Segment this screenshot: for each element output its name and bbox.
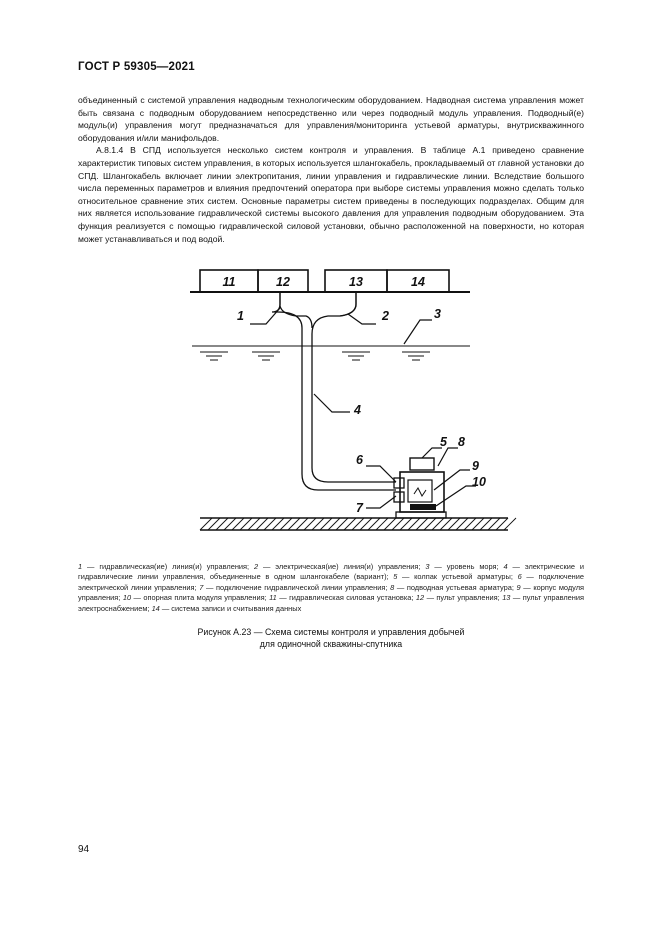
legend-number: 12 — [415, 593, 425, 603]
leader-6 — [366, 466, 396, 482]
label-6: 6 — [356, 453, 363, 467]
label-4: 4 — [354, 403, 361, 417]
legend-number: 14 — [151, 603, 160, 613]
leader-2 — [348, 314, 376, 324]
label-12: 12 — [276, 275, 290, 289]
line-13-drop — [340, 292, 356, 316]
leader-3 — [404, 320, 432, 344]
label-1: 1 — [237, 309, 244, 323]
module-symbol — [414, 488, 426, 496]
legend-text: — уровень моря; — [429, 562, 504, 571]
body-text — [78, 94, 584, 245]
caption-line-2: для одиночной скважины-спутника — [259, 639, 403, 649]
legend-text: — электрические и гидравлические линии управления, объединенные в одном шлангокабеле (вариант); — [78, 562, 584, 582]
electrical-connector — [394, 478, 404, 488]
legend-number: 6 — [517, 572, 522, 582]
legend-number: 10 — [122, 593, 132, 603]
legend-text: — подводная устьевая арматура; — [394, 582, 517, 592]
paragraph-2: А.8.1.4 В СПД используется несколько систем контроля и управления. В таблице А.1 приведено сравнение характеристик типовых систем управления, в которых используется шлангокабель, прокладываемый от главной установки до СПД. Шлангокабель включает линии электропитания, линии управления и гидравлические линии. Вследствие большого числа переменных параметров и влияния предпочтений оператора при выборе системы управления можно сделать только относительное сравнение этих систем. Основные параметры систем приведены в последующих подразделах. Общим для них является использование гидравлической системы высокого давления для управления подводным оборудованием. Эта функция реализуется с помощью гидравлической силовой установки, обычно расположенной на поверхности, но которая может устанавливаться и под водой. — [78, 145, 584, 244]
legend-text: — электрическая(ие) линия(и) управления; — [258, 562, 426, 571]
leader-4 — [314, 394, 350, 412]
label-11: 11 — [222, 275, 236, 289]
leader-7 — [366, 496, 396, 508]
legend-text: — гидравлическая(ие) линия(и) управления; — [82, 562, 254, 571]
figure-diagram — [170, 262, 510, 538]
caption-line-1: Рисунок А.23 — Схема системы контроля и управления добычей — [197, 627, 465, 637]
leader-10 — [436, 486, 476, 506]
legend-number: 13 — [502, 593, 511, 603]
legend-text: — пульт управления; — [424, 593, 503, 603]
wellhead-cap — [410, 458, 434, 470]
legend-number: 8 — [390, 582, 395, 592]
legend-number: 1 — [78, 562, 83, 571]
legend-text: — колпак устьевой арматуры; — [397, 572, 518, 582]
legend-text: — пульт управления электроснабжением; — [78, 593, 584, 613]
legend-number: 2 — [253, 562, 259, 571]
paragraph-1: объединенный с системой управления надводным технологическим оборудованием. Надводная система управления может быть связана с подводным оборудованием непосредственно или через подводный модуль управления. Подводный(е) модуль(и) управления могут предназначаться для управления/мониторинга устьевой арматуры, внутрискважинного оборудования и/или манифольдов. — [78, 95, 584, 143]
seabed-hatch — [200, 518, 516, 530]
label-3: 3 — [434, 307, 441, 321]
figure-legend — [78, 562, 584, 614]
legend-text: — корпус модуля управления; — [78, 582, 585, 603]
label-2: 2 — [382, 309, 389, 323]
leader-1 — [250, 308, 280, 324]
legend-number: 11 — [269, 593, 277, 603]
leader-5 — [422, 448, 442, 458]
legend-text: — система записи и считывания данных — [159, 603, 302, 613]
legend-number: 3 — [425, 562, 430, 571]
label-5: 5 — [440, 435, 447, 449]
label-8: 8 — [458, 435, 465, 449]
support-base — [396, 512, 446, 518]
module-baseplate — [410, 504, 436, 510]
legend-number: 7 — [199, 582, 204, 592]
legend-text: — гидравлическая силовая установка; — [276, 593, 416, 603]
line-12-drop — [280, 292, 312, 328]
umbilical-outer — [272, 292, 396, 490]
legend-number: 5 — [393, 572, 398, 582]
label-10: 10 — [472, 475, 486, 489]
document-header: ГОСТ Р 59305—2021 — [78, 61, 195, 73]
leader-8 — [438, 448, 458, 466]
figure-caption — [78, 626, 584, 650]
label-13: 13 — [349, 275, 363, 289]
legend-text: — подключение электрической линии управления; — [78, 572, 584, 592]
page-number: 94 — [78, 844, 90, 855]
legend-number: 9 — [516, 582, 521, 592]
label-14: 14 — [411, 275, 425, 289]
legend-text: — подключение гидравлической линии управления; — [203, 582, 391, 592]
label-9: 9 — [472, 459, 479, 473]
legend-text: — опорная плита модуля управления; — [131, 593, 270, 603]
water-symbols — [200, 352, 430, 360]
legend-number: 4 — [503, 562, 508, 571]
label-7: 7 — [356, 501, 363, 515]
